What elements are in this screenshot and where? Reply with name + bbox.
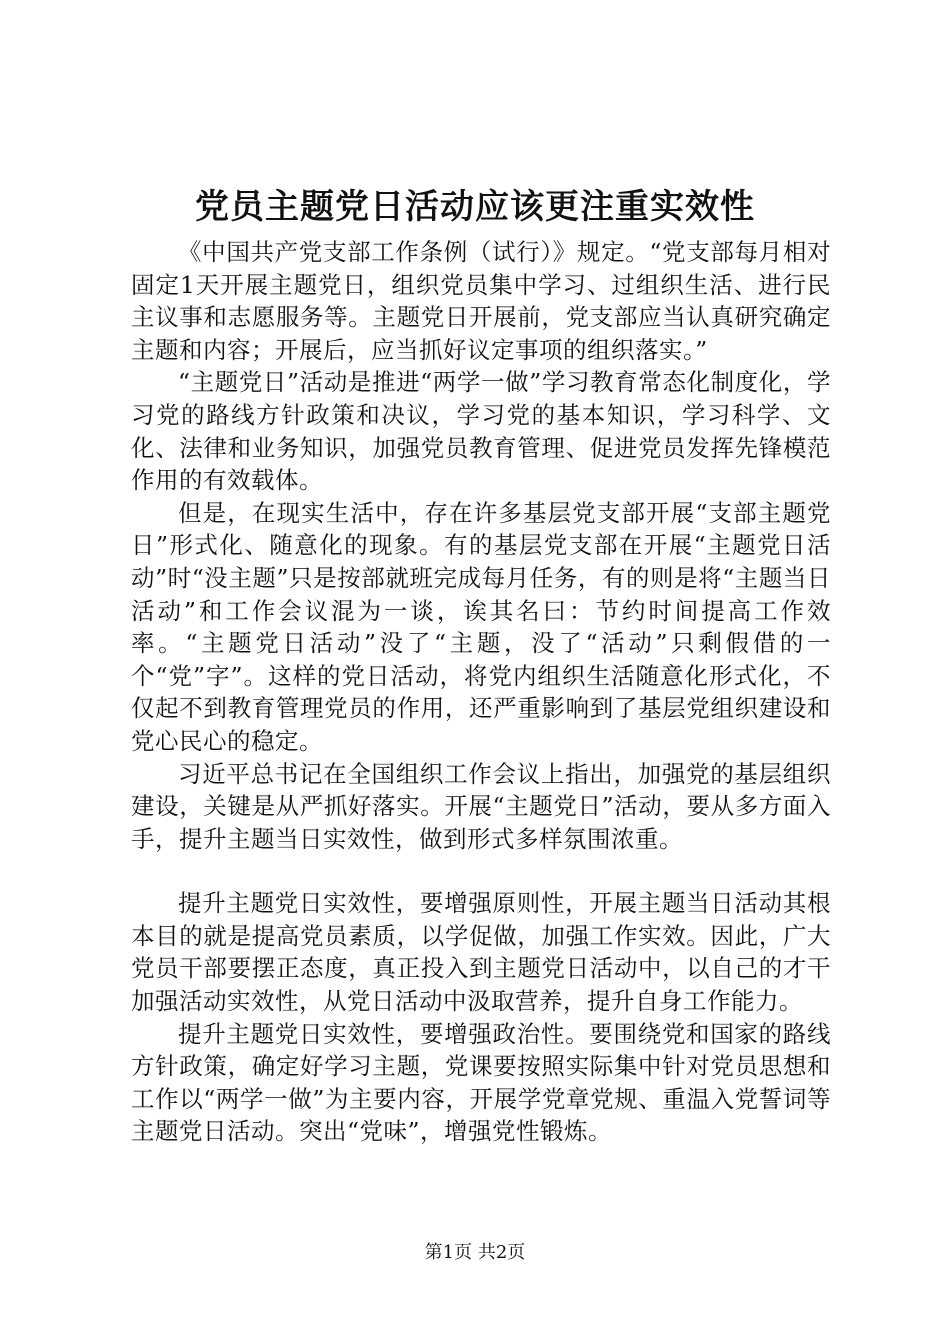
document-title: 党员主题党日活动应该更注重实效性 [195,187,755,227]
paragraph-theme-day-definition: “主题党日”活动是推进“两学一做”学习教育常态化制度化，学习党的路线方针政策和决议，学习党的基本知识，学习科学、文化、法律和业务知识，加强党员教育管理、促进党员发挥先锋模范作用的有效载体。 [131,368,831,495]
page-footer: 第1页 共2页 [424,1242,526,1263]
paragraph-political: 提升主题党日实效性，要增强政治性。要围绕党和国家的路线方针政策，确定好学习主题，党课要按照实际集中针对党员思想和工作以“两学一做”为主要内容，开展学党章党规、重温入党誓词等主题党日活动。突出“党味”，增强党性锻炼。 [131,1019,831,1146]
paragraph-principle: 提升主题党日实效性，要增强原则性，开展主题当日活动其根本目的就是提高党员素质，以学促做，加强工作实效。因此，广大党员干部要摆正态度，真正投入到主题党日活动中，以自己的才干加强活动实效性，从党日活动中汲取营养，提升自身工作能力。 [131,889,831,1016]
paragraph-problems: 但是，在现实生活中，存在许多基层党支部开展“支部主题党日”形式化、随意化的现象。有的基层党支部在开展“主题党日活动”时“没主题”只是按部就班完成每月任务，有的则是将“主题当日活动”和工作会议混为一谈，诶其名曰：节约时间提高工作效率。“主题党日活动”没了“主题，没了“活动”只剩假借的一个“党”字”。这样的党日活动，将党内组织生活随意化形式化，不仅起不到教育管理党员的作用，还严重影响到了基层党组织建设和党心民心的稳定。 [131,498,831,755]
document-body [131,236,831,1148]
paragraph-xi-instruction: 习近平总书记在全国组织工作会议上指出，加强党的基层组织建设，关键是从严抓好落实。开展“主题党日”活动，要从多方面入手，提升主题当日实效性，做到形式多样氛围浓重。 [131,759,831,853]
paragraph-regulation: 《中国共产党支部工作条例（试行）》规定。“党支部每月相对固定1天开展主题党日，组织党员集中学习、过组织生活、进行民主议事和志愿服务等。主题党日开展前，党支部应当认真研究确定主题和内容；开展后，应当抓好议定事项的组织落实。” [131,238,831,364]
